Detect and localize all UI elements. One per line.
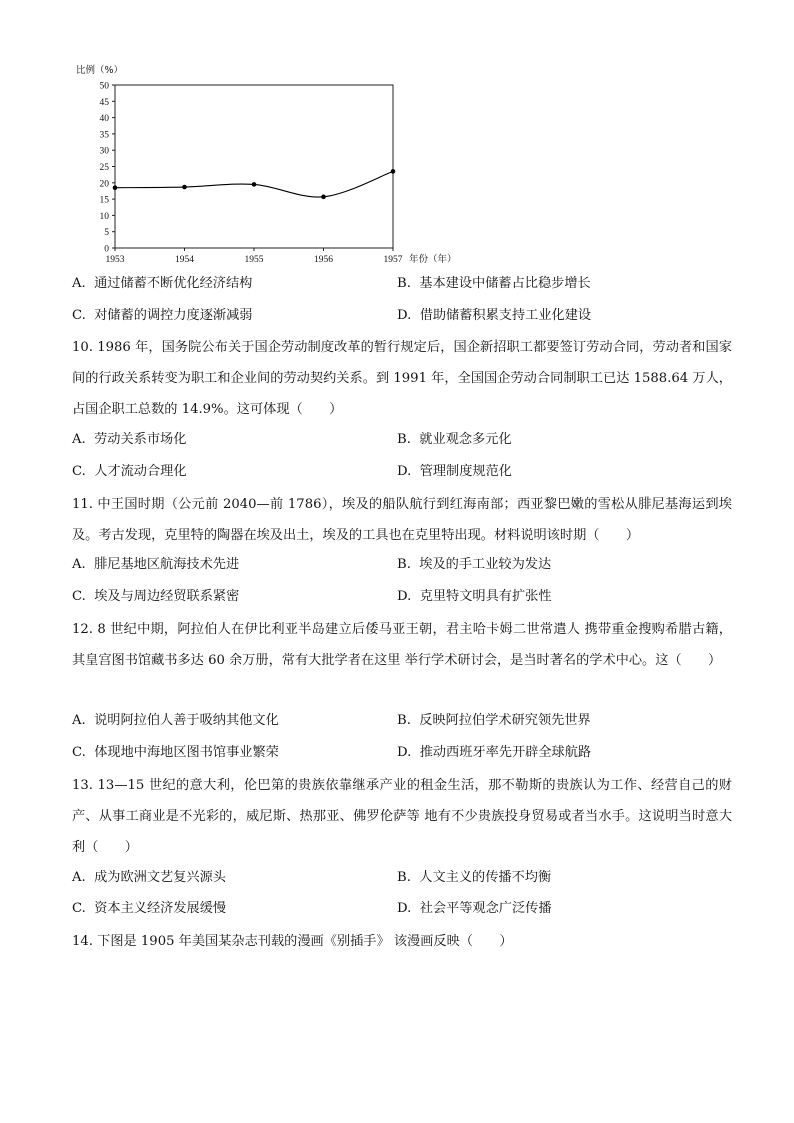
option-text: 社会平等观念广泛传播 <box>419 901 552 916</box>
y-tick-label: 45 <box>99 97 109 108</box>
option-text: 对储蓄的调控力度逐渐减弱 <box>94 308 253 323</box>
option-text: 资本主义经济发展缓慢 <box>94 901 227 916</box>
q12-stem: 12. 8 世纪中期，阿拉伯人在伊比利亚半岛建立后倭马亚王朝，君主哈卡姆二世常遣人 携带重金搜购希腊古籍，其皇宫图书馆藏书多达 60 余万册，常有大批学者在这里 举行学术研讨会，是当时著名的学术中心。这（ ） <box>72 622 732 668</box>
q13-option-c[interactable] <box>72 900 226 918</box>
q11-option-d[interactable] <box>397 588 552 606</box>
q10-stem: 10. 1986 年，国务院公布关于国企劳动制度改革的暂行规定后，国企新招职工都要签订劳动合同，劳动者和国家间的行政关系转变为职工和企业间的劳动契约关系。到 1991 年，全国国企劳动合同制职工已达 1588.64 万人，占国企职工总数的 14.9%。这可体现（ ） <box>72 340 732 417</box>
q12-option-a[interactable] <box>72 712 279 730</box>
option-letter: D. <box>397 308 412 323</box>
option-text: 体现地中海地区图书馆事业繁荣 <box>94 745 279 760</box>
option-letter: A. <box>72 432 86 447</box>
option-letter: B. <box>397 276 411 291</box>
savings-ratio-chart <box>60 58 460 268</box>
q13-option-a[interactable] <box>72 869 226 887</box>
option-letter: A. <box>72 713 86 728</box>
option-letter: B. <box>397 557 411 572</box>
q11-option-a[interactable] <box>72 556 239 574</box>
x-tick-label: 1957 <box>383 255 403 265</box>
option-text: 就业观念多元化 <box>419 432 512 447</box>
x-tick-label: 1955 <box>244 255 264 265</box>
y-axis-title: 比例（%） <box>76 65 124 76</box>
q13-stem: 13. 13—15 世纪的意大利，伦巴第的贵族依靠继承产业的租金生活，那不勒斯的贵族认为工作、经营自己的财产、从事工商业是不光彩的，威尼斯、热那亚、佛罗伦萨等 地有不少贵族投身贸易或者当水手。这说明当时意大利（ ） <box>72 778 732 855</box>
option-text: 埃及与周边经贸联系紧密 <box>94 589 240 604</box>
option-letter: B. <box>397 432 411 447</box>
option-text: 人文主义的传播不均衡 <box>419 870 552 885</box>
q10-option-d[interactable] <box>397 463 512 481</box>
option-text: 借助储蓄积累支持工业化建设 <box>419 308 592 323</box>
q12-option-b[interactable] <box>397 712 591 730</box>
option-letter: C. <box>72 745 86 760</box>
option-letter: C. <box>72 464 86 479</box>
y-tick-label: 5 <box>104 228 109 239</box>
q12-option-c[interactable] <box>72 744 279 762</box>
q10-option-c[interactable] <box>72 463 187 481</box>
option-letter: A. <box>72 557 86 572</box>
line-chart <box>60 58 460 268</box>
option-letter: B. <box>397 713 411 728</box>
data-point <box>182 185 187 190</box>
data-point <box>321 195 326 200</box>
q10-option-b[interactable] <box>397 431 512 449</box>
option-text: 反映阿拉伯学术研究领先世界 <box>419 713 591 728</box>
y-tick-label: 15 <box>99 195 109 206</box>
y-tick-label: 25 <box>99 163 109 173</box>
option-text: 基本建设中储蓄占比稳步增长 <box>419 276 591 291</box>
option-letter: A. <box>72 870 86 885</box>
data-point <box>391 169 396 174</box>
y-tick-label: 10 <box>99 211 109 222</box>
y-tick-label: 40 <box>99 114 109 125</box>
q9-option-d[interactable] <box>397 307 591 325</box>
option-text: 推动西班牙率先开辟全球航路 <box>419 745 592 760</box>
x-tick-label: 1954 <box>175 255 194 265</box>
y-tick-label: 20 <box>99 179 109 190</box>
option-letter: C. <box>72 901 86 916</box>
q13-option-d[interactable] <box>397 900 552 918</box>
q11-option-c[interactable] <box>72 588 239 606</box>
option-letter: D. <box>397 745 412 760</box>
x-tick-label: 1956 <box>314 255 333 265</box>
option-letter: C. <box>72 308 86 323</box>
option-letter: B. <box>397 870 411 885</box>
option-letter: A. <box>72 276 86 291</box>
x-tick-label: 1953 <box>105 255 125 265</box>
option-letter: C. <box>72 589 86 604</box>
option-letter: D. <box>397 901 412 916</box>
q13-option-b[interactable] <box>397 869 551 887</box>
plot-frame <box>115 85 393 248</box>
option-text: 腓尼基地区航海技术先进 <box>94 557 240 572</box>
x-axis-title: 年份（年） <box>409 254 457 265</box>
option-text: 劳动关系市场化 <box>94 432 187 447</box>
y-tick-label: 35 <box>99 130 109 141</box>
q11-option-b[interactable] <box>397 556 551 574</box>
chart-layer <box>100 82 457 266</box>
q10-option-a[interactable] <box>72 431 186 449</box>
q9-option-c[interactable] <box>72 307 252 325</box>
option-text: 埃及的手工业较为发达 <box>419 557 552 572</box>
option-text: 通过储蓄不断优化经济结构 <box>94 276 253 291</box>
data-point <box>252 182 257 187</box>
q11-stem: 11. 中王国时期（公元前 2040—前 1786），埃及的船队航行到红海南部；西亚黎巴嫩的雪松从腓尼基海运到埃及。考古发现，克里特的陶器在埃及出土，埃及的工具也在克里特出现。材料说明该时期（ ） <box>72 497 732 543</box>
option-text: 人才流动合理化 <box>94 464 187 479</box>
option-letter: D. <box>397 464 412 479</box>
q12-option-d[interactable] <box>397 744 591 762</box>
option-text: 管理制度规范化 <box>419 464 512 479</box>
option-text: 克里特文明具有扩张性 <box>419 589 552 604</box>
y-tick-label: 0 <box>104 244 109 255</box>
data-point <box>113 185 118 190</box>
q9-option-a[interactable] <box>72 275 252 293</box>
y-tick-label: 30 <box>99 146 109 157</box>
q14-stem: 14. 下图是 1905 年美国某杂志刊载的漫画《别插手》 该漫画反映（ ） <box>72 934 513 949</box>
y-tick-label: 50 <box>99 81 109 92</box>
option-letter: D. <box>397 589 412 604</box>
q9-option-b[interactable] <box>397 275 591 293</box>
option-text: 说明阿拉伯人善于吸纳其他文化 <box>94 713 279 728</box>
option-text: 成为欧洲文艺复兴源头 <box>94 870 226 885</box>
